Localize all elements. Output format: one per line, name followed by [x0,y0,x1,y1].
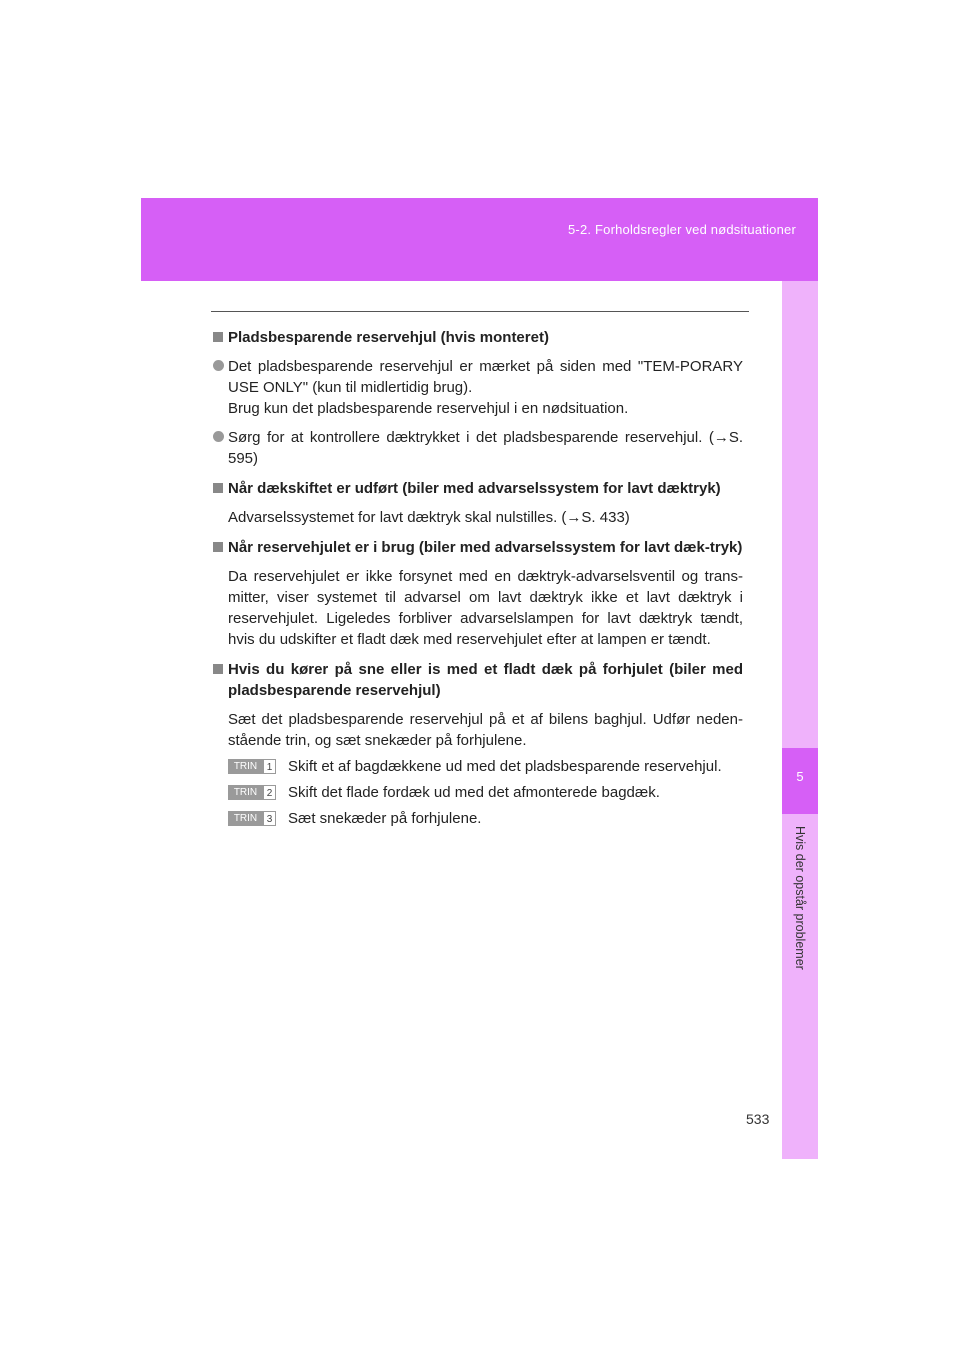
square-bullet-icon [213,483,223,493]
section-header-title: 5-2. Forholdsregler ved nødsituationer [568,222,796,237]
step-badge [228,785,278,800]
section-title [213,537,743,558]
chapter-number-box [782,748,818,814]
step-badge-word: TRIN [228,785,263,800]
section-title-text: Pladsbesparende reservehjul (hvis monteret) [228,329,549,346]
section-tire-change-done [213,478,743,528]
step-row [213,756,743,777]
section-title-text: Når reservehjulet er i brug (biler med advarselssystem for lavt dæk-tryk) [228,539,743,556]
section-snow-ice [213,659,743,829]
section-title [213,659,743,701]
square-bullet-icon [213,664,223,674]
step-badge [228,811,278,826]
step-text: Skift det flade fordæk ud med det afmonterede bagdæk. [288,784,660,801]
circle-bullet-icon [213,360,224,371]
step-badge-number: 2 [263,785,276,800]
step-text: Skift et af bagdækkene ud med det pladsbesparende reservehjul. [288,758,722,775]
circle-bullet-icon [213,431,224,442]
paragraph: Sæt det pladsbesparende reservehjul på et af bilens baghjul. Udfør neden-stående trin, og sæt snekæder på forhjulene. [228,711,743,749]
section-spare-wheel [213,327,743,469]
bullet-item [213,427,743,469]
section-title-text: Hvis du kører på sne eller is med et fladt dæk på forhjulet (biler med pladsbesparende reservehjul) [228,661,743,699]
bullet-text: Sørg for at kontrollere dæktrykket i det pladsbesparende reservehjul. (→S. 595) [228,429,743,467]
chapter-title: Hvis der opstår problemer [793,826,807,970]
chapter-number: 5 [796,769,804,784]
section-title-text: Når dækskiftet er udført (biler med advarselssystem for lavt dæktryk) [228,480,721,497]
section-title [213,478,743,499]
step-badge [228,759,278,774]
section-title [213,327,743,348]
top-divider [211,311,749,312]
step-row [213,782,743,803]
bullet-text: Brug kun det pladsbesparende reservehjul i en nødsituation. [228,400,629,417]
square-bullet-icon [213,542,223,552]
page-number: 533 [746,1111,770,1127]
step-badge-word: TRIN [228,759,263,774]
bullet-text: Det pladsbesparende reservehjul er mærket på siden med "TEM-PORARY USE ONLY" (kun til midlertidig brug). [228,358,743,396]
side-chapter-tab [782,281,818,1159]
bullet-item [213,356,743,419]
paragraph: Advarselssystemet for lavt dæktryk skal nulstilles. (→S. 433) [228,509,630,526]
step-badge-word: TRIN [228,811,263,826]
step-badge-number: 3 [263,811,276,826]
paragraph: Da reservehjulet er ikke forsynet med en dæktryk-advarselsventil og trans-mitter, viser systemet til advarsel om lavt dæktryk ikke et lavt dæktryk i reservehjulet. Ligeledes forbliver advarselslampen for lavt dæktryk tændt, hvis du udskifter et fladt dæk med reservehjulet efter at lampen er tændt. [228,568,743,648]
section-spare-in-use [213,537,743,650]
step-text: Sæt snekæder på forhjulene. [288,810,482,827]
page-content [213,327,743,829]
chapter-title-vertical [782,826,818,996]
square-bullet-icon [213,332,223,342]
step-badge-number: 1 [263,759,276,774]
header-band [141,198,818,281]
step-row [213,808,743,829]
